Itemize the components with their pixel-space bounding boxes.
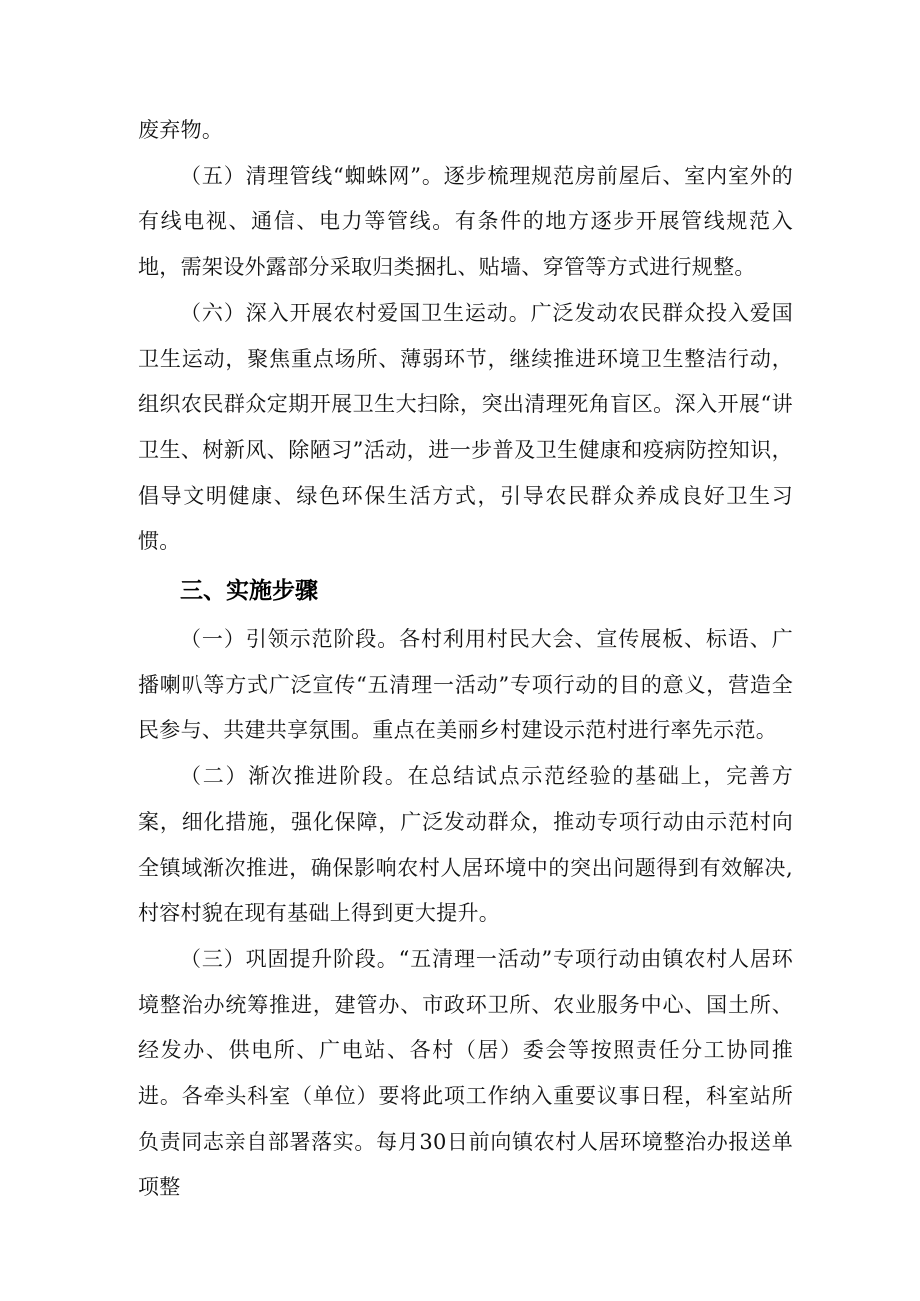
document-body bbox=[138, 108, 793, 1211]
section-heading-implementation-steps: 三、实施步骤 bbox=[180, 578, 318, 605]
paragraph-step-2-promotion: （二）渐次推进阶段。在总结试点示范经验的基础上，完善方案，细化措施，强化保障，广泛发动群众，推动专项行动由示范村向全镇域渐次推进，确保影响农村人居环境中的突出问题得到有效解决,村容村貌在现有基础上得到更大提升。 bbox=[138, 764, 793, 926]
paragraph-item-5-pipelines: （五）清理管线“蜘蛛网”。逐步梳理规范房前屋后、室内室外的有线电视、通信、电力等管线。有条件的地方逐步开展管线规范入地，需架设外露部分采取归类捆扎、贴墙、穿管等方式进行规整。 bbox=[138, 163, 793, 280]
paragraph-item-6-hygiene: （六）深入开展农村爱国卫生运动。广泛发动农民群众投入爱国卫生运动，聚焦重点场所、薄弱环节，继续推进环境卫生整洁行动，组织农民群众定期开展卫生大扫除，突出清理死角盲区。深入开展“讲卫生、树新风、除陋习”活动，进一步普及卫生健康和疫病防控知识，倡导文明健康、绿色环保生活方式，引导农民群众养成良好卫生习惯。 bbox=[138, 300, 793, 554]
paragraph-step-3-consolidation: （三）巩固提升阶段。“五清理一活动”专项行动由镇农村人居环境整治办统筹推进，建管办、市政环卫所、农业服务中心、国土所、经发办、供电所、广电站、各村（居）委会等按照责任分工协同推进。各牵头科室（单位）要将此项工作纳入重要议事日程，科室站所负责同志亲自部署落实。每月30日前向镇农村人居环境整治办报送单项整 bbox=[138, 946, 793, 1200]
paragraph-step-1-demonstration: （一）引领示范阶段。各村利用村民大会、宣传展板、标语、广播喇叭等方式广泛宣传“五清理一活动”专项行动的目的意义，营造全民参与、共建共享氛围。重点在美丽乡村建设示范村进行率先示范。 bbox=[138, 627, 793, 743]
paragraph-continuation: 废弃物。 bbox=[138, 118, 224, 142]
